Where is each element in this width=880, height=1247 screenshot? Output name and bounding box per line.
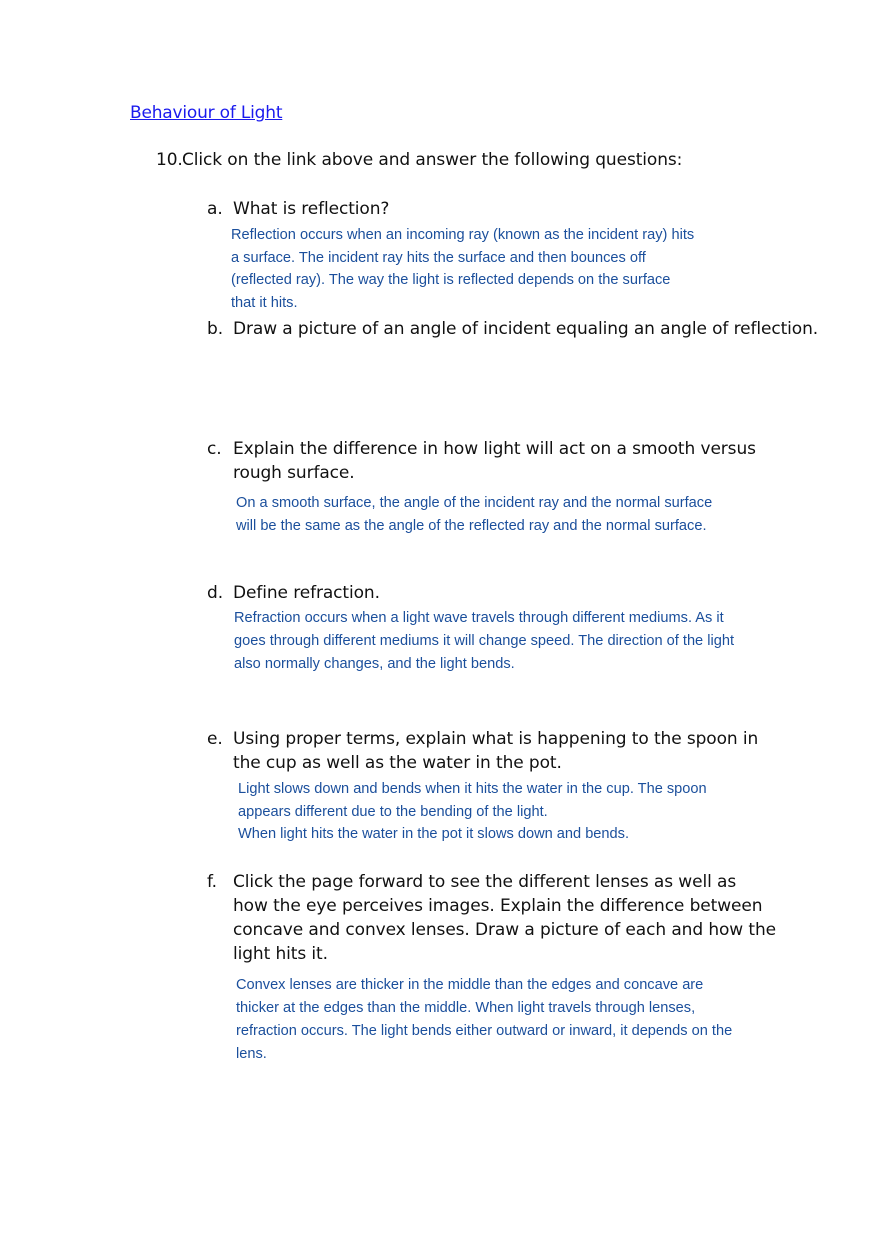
question-letter: f. [207,872,217,892]
answer-line: also normally changes, and the light bends. [234,656,515,672]
answer-c [236,492,712,538]
answer-line: refraction occurs. The light bends either outward or inward, it depends on the [236,1023,733,1039]
question-letter: c. [207,439,222,459]
question-letter: b. [207,319,223,339]
answer-line: goes through different mediums it will change speed. The direction of the light [234,633,734,649]
answer-f [236,974,732,1066]
behaviour-of-light-link[interactable]: Behaviour of Light [130,103,283,123]
answer-e [238,778,707,846]
question-line: rough surface. [233,463,355,483]
question-text: Click on the link above and answer the following questions: [182,150,683,170]
answer-d [234,607,734,676]
answer-line: will be the same as the angle of the reflected ray and the normal surface. [236,518,707,534]
answer-line: Refraction occurs when a light wave travels through different mediums. As it [234,610,724,626]
question-line: light hits it. [233,944,328,964]
answer-a [231,224,694,314]
question-letter: a. [207,199,223,219]
answer-line: Convex lenses are thicker in the middle than the edges and concave are [236,977,704,993]
answer-line: Light slows down and bends when it hits the water in the cup. The spoon [238,781,707,797]
answer-line: thicker at the edges than the middle. When light travels through lenses, [236,1000,696,1016]
answer-line: When light hits the water in the pot it slows down and bends. [238,826,630,842]
question-line: how the eye perceives images. Explain the difference between [233,896,763,916]
answer-line: that it hits. [231,294,298,311]
question-number: 10. [156,150,183,170]
answer-line: appears different due to the bending of the light. [238,803,548,820]
question-line: Define refraction. [233,583,380,603]
question-line: Explain the difference in how light will act on a smooth versus [233,439,756,459]
question-line: Click the page forward to see the different lenses as well as [233,872,737,892]
question-line: the cup as well as the water in the pot. [233,753,562,773]
question-letter: d. [207,583,223,603]
question-letter: e. [207,729,223,749]
answer-line: On a smooth surface, the angle of the incident ray and the normal surface [236,495,713,511]
question-line: Draw a picture of an angle of incident equaling an angle of reflection. [233,319,819,339]
question-line: Using proper terms, explain what is happening to the spoon in [233,729,759,749]
question-line: What is reflection? [233,199,390,219]
answer-line: lens. [236,1046,267,1062]
answer-line: Reflection occurs when an incoming ray (known as the incident ray) hits [231,227,695,243]
answer-line: (reflected ray). The way the light is reflected depends on the surface [231,272,671,288]
answer-line: a surface. The incident ray hits the surface and then bounces off [231,249,646,266]
question-line: concave and convex lenses. Draw a picture of each and how the [233,920,777,940]
